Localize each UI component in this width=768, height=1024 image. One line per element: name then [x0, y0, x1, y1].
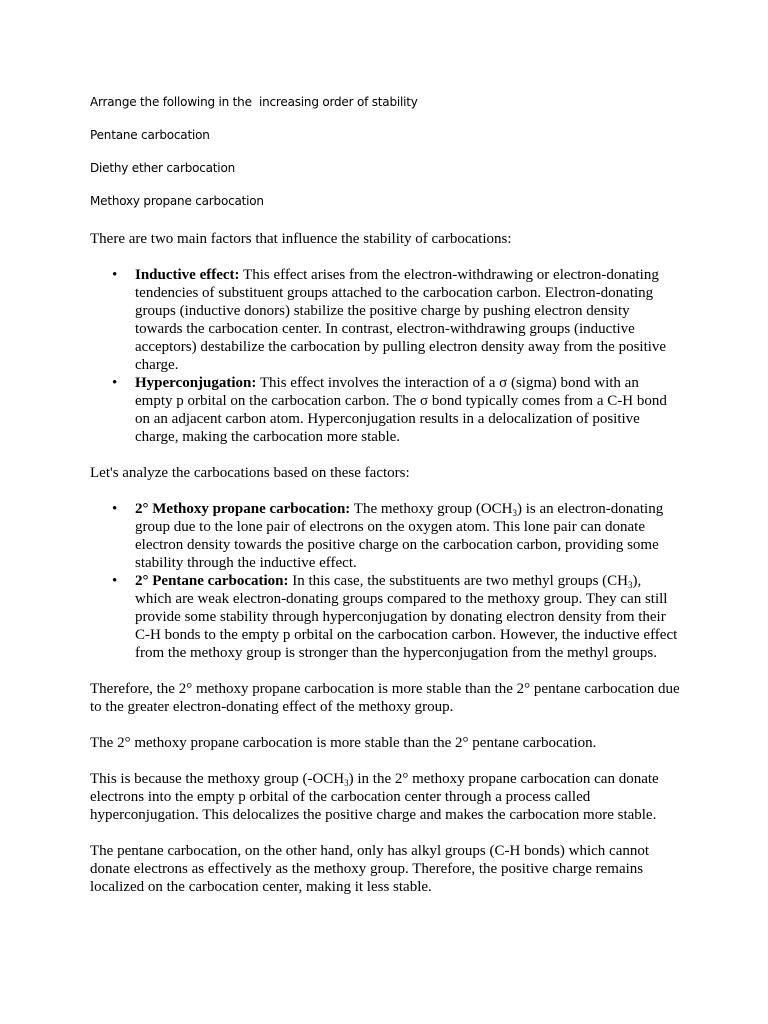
analysis-text: The methoxy group (OCH — [350, 501, 513, 517]
analysis-list — [90, 500, 680, 662]
bullet-icon: • — [112, 267, 118, 283]
list-item — [112, 266, 680, 374]
explanation-paragraph: The pentane carbocation, on the other hand, only has alkyl groups (C-H bonds) which cannot donate electrons as effectively as the methoxy group. Therefore, the positive charge remains localized on the carbocation center, making it less stable. — [90, 843, 650, 895]
analysis-term: 2° Methoxy propane carbocation: — [135, 501, 351, 517]
list-item — [112, 374, 680, 446]
subscript: 3 — [628, 580, 633, 590]
list-item — [112, 572, 680, 662]
question-prompt: Arrange the following in the increasing order of stability — [90, 95, 418, 109]
factor-text: This effect arises from the electron-withdrawing or electron-donating tendencies of substituent groups attached to the carbocation carbon. Electron-donating groups (inductive donors) stabilize the positive charge by pushing electron density towards the carbocation center. In contrast, electron-withdrawing groups (inductive acceptors) destabilize the carbocation by pulling electron density away from the positive charge. — [135, 267, 667, 373]
analysis-term: 2° Pentane carbocation: — [135, 573, 289, 589]
factor-text: This effect involves the interaction of a σ (sigma) bond with an empty p orbital on the carbocation carbon. The σ bond typically comes from a C-H bond on an adjacent carbon atom. Hyperconjugation results in a delocalization of positive charge, making the carbocation more stable. — [135, 375, 667, 445]
analyze-intro: Let's analyze the carbocations based on these factors: — [90, 465, 410, 481]
analysis-text: ) is an electron-donating group due to the lone pair of electrons on the oxygen atom. This lone pair can donate electron density towards the positive charge on the carbocation carbon, providing some stability through the inductive effect. — [135, 501, 664, 571]
analysis-text: In this case, the substituents are two methyl groups (CH — [288, 573, 629, 589]
list-item — [112, 500, 680, 572]
subscript: 3 — [344, 778, 349, 788]
explanation-paragraph — [90, 770, 680, 824]
question-item-methoxy-propane: Methoxy propane carbocation — [90, 194, 264, 208]
paragraph-text: This is because the methoxy group (-OCH — [90, 771, 345, 787]
conclusion-paragraph: Therefore, the 2° methoxy propane carbocation is more stable than the 2° pentane carbocation due to the greater electron-donating effect of the methoxy group. — [90, 681, 680, 715]
factor-term: Inductive effect: — [135, 267, 240, 283]
subscript: 3 — [512, 508, 517, 518]
analysis-text: ), which are weak electron-donating groups compared to the methoxy group. They can still provide some stability through hyperconjugation by donating electron density from their C-H bonds to the empty p orbital on the carbocation carbon. However, the inductive effect from the methoxy group is stronger than the hyperconjugation from the methyl groups. — [135, 573, 678, 661]
bullet-icon: • — [112, 375, 118, 391]
question-item-pentane: Pentane carbocation — [90, 128, 210, 142]
answer-body — [90, 230, 680, 914]
intro-paragraph: There are two main factors that influence the stability of carbocations: — [90, 231, 512, 247]
factors-list — [90, 266, 680, 446]
conclusion-paragraph: The 2° methoxy propane carbocation is more stable than the 2° pentane carbocation. — [90, 735, 597, 751]
paragraph-text: ) in the 2° methoxy propane carbocation can donate electrons into the empty p orbital of the carbocation center through a process called hyperconjugation. This delocalizes the positive charge and makes the carbocation more stable. — [90, 771, 659, 823]
bullet-icon: • — [112, 573, 118, 589]
factor-term: Hyperconjugation: — [135, 375, 257, 391]
question-item-diethyl-ether: Diethy ether carbocation — [90, 161, 235, 175]
bullet-icon: • — [112, 501, 118, 517]
